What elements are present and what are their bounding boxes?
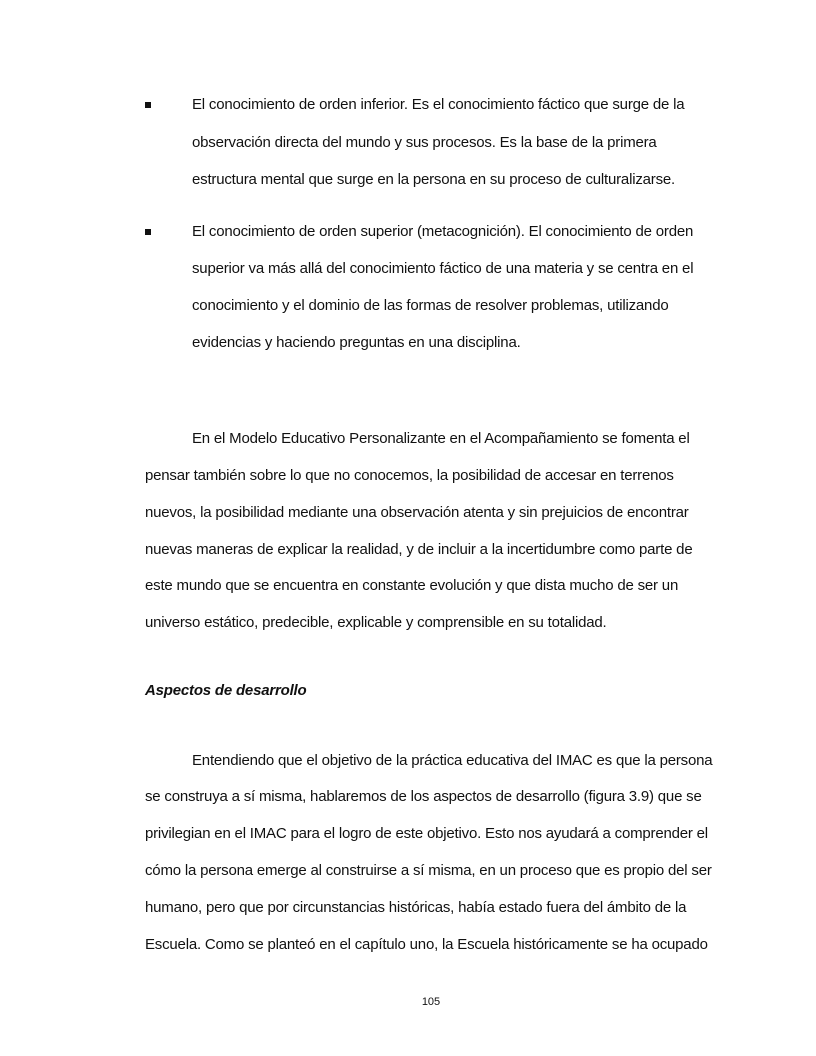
bullet-1-line-1: El conocimiento de orden inferior. Es el conocimiento fáctico que surge de la <box>192 96 685 113</box>
bullet-2-line-4: evidencias y haciendo preguntas en una disciplina. <box>192 334 521 351</box>
paragraph-2-line-5: humano, pero que por circunstancias históricas, había estado fuera del ámbito de la <box>145 899 687 916</box>
bullet-2-line-1: El conocimiento de orden superior (metacognición). El conocimiento de orden <box>192 223 694 240</box>
bullet-1-line-2: observación directa del mundo y sus procesos. Es la base de la primera <box>192 134 657 151</box>
paragraph-1-line-1: En el Modelo Educativo Personalizante en el Acompañamiento se fomenta el <box>192 430 690 447</box>
bullet-1-line-3: estructura mental que surge en la persona en su proceso de culturalizarse. <box>192 171 675 188</box>
paragraph-1-line-3: nuevos, la posibilidad mediante una observación atenta y sin prejuicios de encontrar <box>145 504 689 521</box>
paragraph-2-line-3: privilegian en el IMAC para el logro de este objetivo. Esto nos ayudará a comprender el <box>145 825 708 842</box>
bullet-2-line-3: conocimiento y el dominio de las formas de resolver problemas, utilizando <box>192 297 669 314</box>
paragraph-1-line-2: pensar también sobre lo que no conocemos, la posibilidad de accesar en terrenos <box>145 467 674 484</box>
paragraph-1-line-6: universo estático, predecible, explicable y comprensible en su totalidad. <box>145 614 607 631</box>
paragraph-2-line-6: Escuela. Como se planteó en el capítulo uno, la Escuela históricamente se ha ocupado <box>145 936 708 953</box>
bullet-marker <box>145 102 151 108</box>
paragraph-2-line-2: se construya a sí misma, hablaremos de los aspectos de desarrollo (figura 3.9) que se <box>145 788 702 805</box>
paragraph-1-line-4: nuevas maneras de explicar la realidad, y de incluir a la incertidumbre como parte de <box>145 541 693 558</box>
paragraph-1-line-5: este mundo que se encuentra en constante evolución y que dista mucho de ser un <box>145 577 679 594</box>
paragraph-2-line-1: Entendiendo que el objetivo de la práctica educativa del IMAC es que la persona <box>192 752 713 769</box>
bullet-marker <box>145 229 151 235</box>
paragraph-2-line-4: cómo la persona emerge al construirse a sí misma, en un proceso que es propio del ser <box>145 862 712 879</box>
section-heading: Aspectos de desarrollo <box>145 682 307 699</box>
page-number: 105 <box>421 996 441 1008</box>
bullet-2-line-2: superior va más allá del conocimiento fáctico de una materia y se centra en el <box>192 260 694 277</box>
